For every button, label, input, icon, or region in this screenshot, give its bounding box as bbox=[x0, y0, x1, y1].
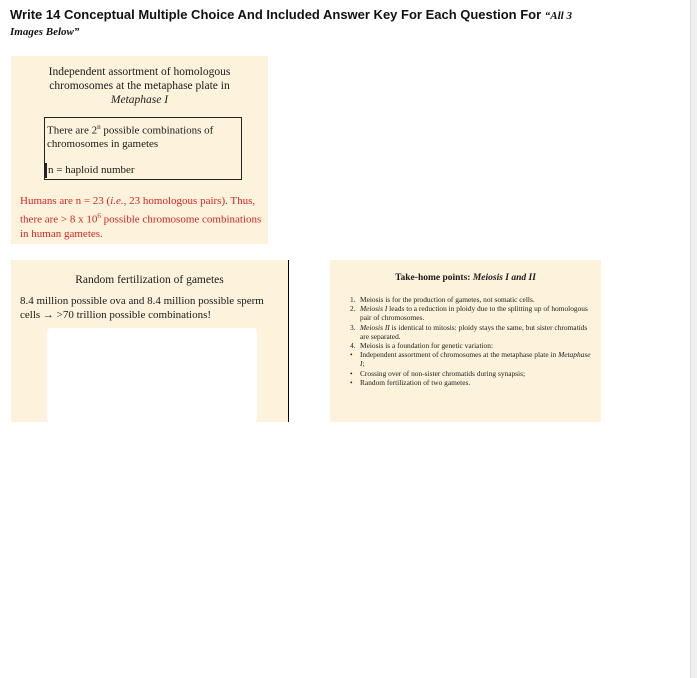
box-divider bbox=[45, 163, 47, 178]
arrow-right-icon: → bbox=[42, 309, 54, 321]
slide1-heading bbox=[11, 65, 268, 107]
list-item: 2. Meiosis I leads to a reduction in ploidy due to the splitting up of homologous pair of chromosomes. bbox=[350, 304, 588, 323]
slide1-heading-line1: Independent assortment of homologous bbox=[48, 66, 231, 78]
slide-random-fertilization bbox=[11, 260, 288, 422]
redacted-image-area bbox=[47, 328, 257, 422]
slide3-heading: Take-home points: Meiosis I and II bbox=[395, 273, 536, 283]
human-combinations-text: Humans are n = 23 (i.e., 23 homologous pairs). Thus, there are > 8 x $10^6$ possible chromosome combinations in human gametes. bbox=[20, 195, 262, 240]
list-item: • Independent assortment of chromosomes at the metaphase plate in Metaphase I; bbox=[350, 350, 591, 369]
combinations-text: There are 2$^n$ possible combinations of chromosomes in gametes bbox=[47, 123, 214, 150]
list-item: • Random fertilization of two gametes. bbox=[350, 377, 471, 387]
combinations-box bbox=[44, 117, 242, 180]
title-line2: Images Below” bbox=[10, 26, 80, 38]
scrollbar[interactable] bbox=[690, 0, 697, 678]
slide2-body: 8.4 million possible ova and 8.4 million possible sperm cells → >70 trillion possible combinations! bbox=[20, 295, 264, 321]
title-main: Write 14 Conceptual Multiple Choice And Included Answer Key For Each Question For bbox=[10, 7, 542, 22]
slide1-heading-line2: chromosomes at the metaphase plate in bbox=[49, 80, 230, 92]
slide-independent-assortment bbox=[11, 56, 268, 244]
take-home-list bbox=[350, 295, 596, 387]
question-title bbox=[10, 6, 650, 39]
haploid-note: n = haploid number bbox=[48, 164, 135, 176]
list-item: • Crossing over of non-sister chromatids during synapsis; bbox=[350, 368, 526, 378]
list-item: 1. Meiosis is for the production of gametes, not somatic cells. bbox=[350, 295, 535, 304]
slide2-heading: Random fertilization of gametes bbox=[75, 274, 224, 286]
slide1-heading-line3: Metaphase I bbox=[110, 94, 169, 106]
slide-take-home-points bbox=[330, 260, 601, 422]
slide2-right-border bbox=[288, 260, 289, 422]
title-italic-end: “All 3 bbox=[544, 10, 572, 22]
list-item: 3. Meiosis II is identical to mitosis: ploidy stays the same, but sister chromatids are separated. bbox=[350, 322, 588, 341]
list-item: 4. Meiosis is a foundation for genetic variation: bbox=[350, 341, 493, 351]
